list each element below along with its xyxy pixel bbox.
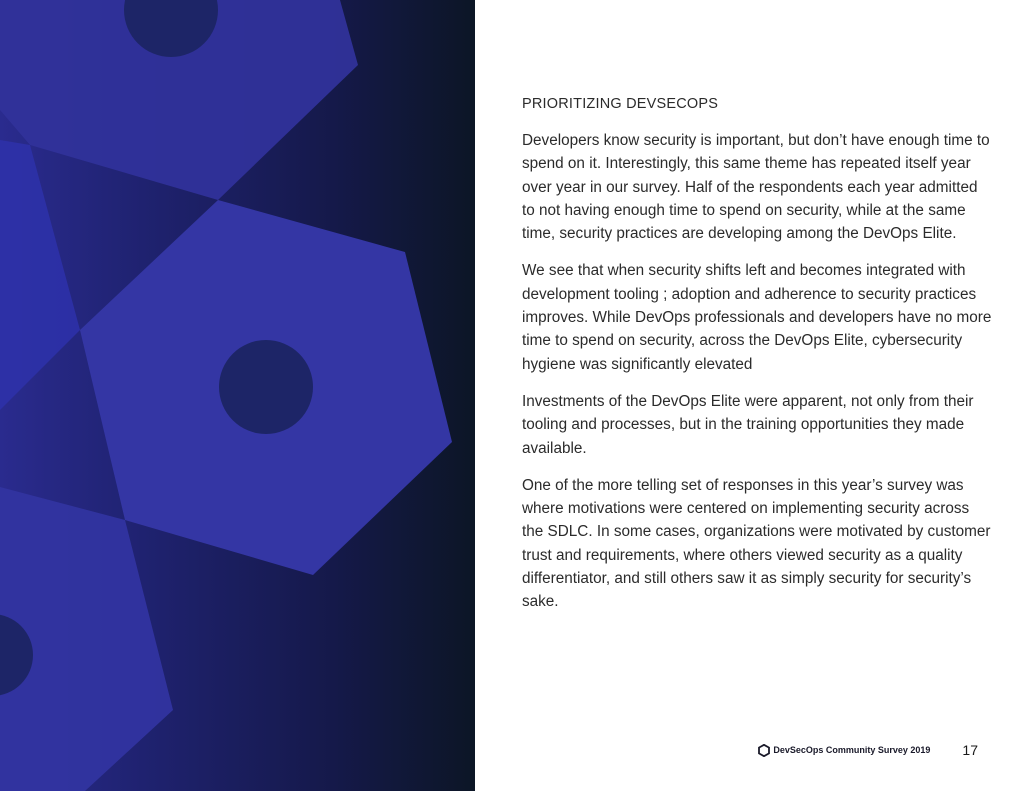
paragraph-3: Investments of the DevOps Elite were apparent, not only from their tooling and processes, but in the training opportunities they made available.	[522, 392, 974, 457]
hexagon-logo-icon	[758, 744, 770, 757]
paragraph-2: We see that when security shifts left and becomes integrated with development tooling ; adoption and adherence to security practices improves. While DevOps professionals and developers have no more time to spend on security, across the DevOps Elite, cybersecurity hygiene was significantly elevated	[522, 262, 992, 373]
decorative-art-panel	[0, 0, 475, 791]
paragraph-4: One of the more telling set of responses in this year’s survey was where motivations were centered on implementing security across the SDLC. In some cases, organizations were motivated by customer trust and requirements, where others viewed security as a quality differentiator, and still others saw it as simply security for security’s sake.	[522, 476, 991, 611]
page-number: 17	[962, 742, 978, 758]
article-content	[522, 93, 992, 628]
paragraph-1: Developers know security is important, but don’t have enough time to spend on it. Interestingly, this same theme has repeated itself year over year in our survey. Half of the respondents each year admitted to not having enough time to spend on security, while at the same time, security practices are developing among the DevOps Elite.	[522, 132, 990, 243]
page-footer	[758, 742, 978, 758]
footer-survey-label: DevSecOps Community Survey 2019	[773, 745, 931, 755]
hexagon-hole-center	[219, 340, 313, 434]
hexagon-pattern	[0, 0, 475, 791]
hexagon-shape-left	[0, 140, 80, 410]
section-title: PRIORITIZING DEVSECOPS	[522, 96, 719, 112]
